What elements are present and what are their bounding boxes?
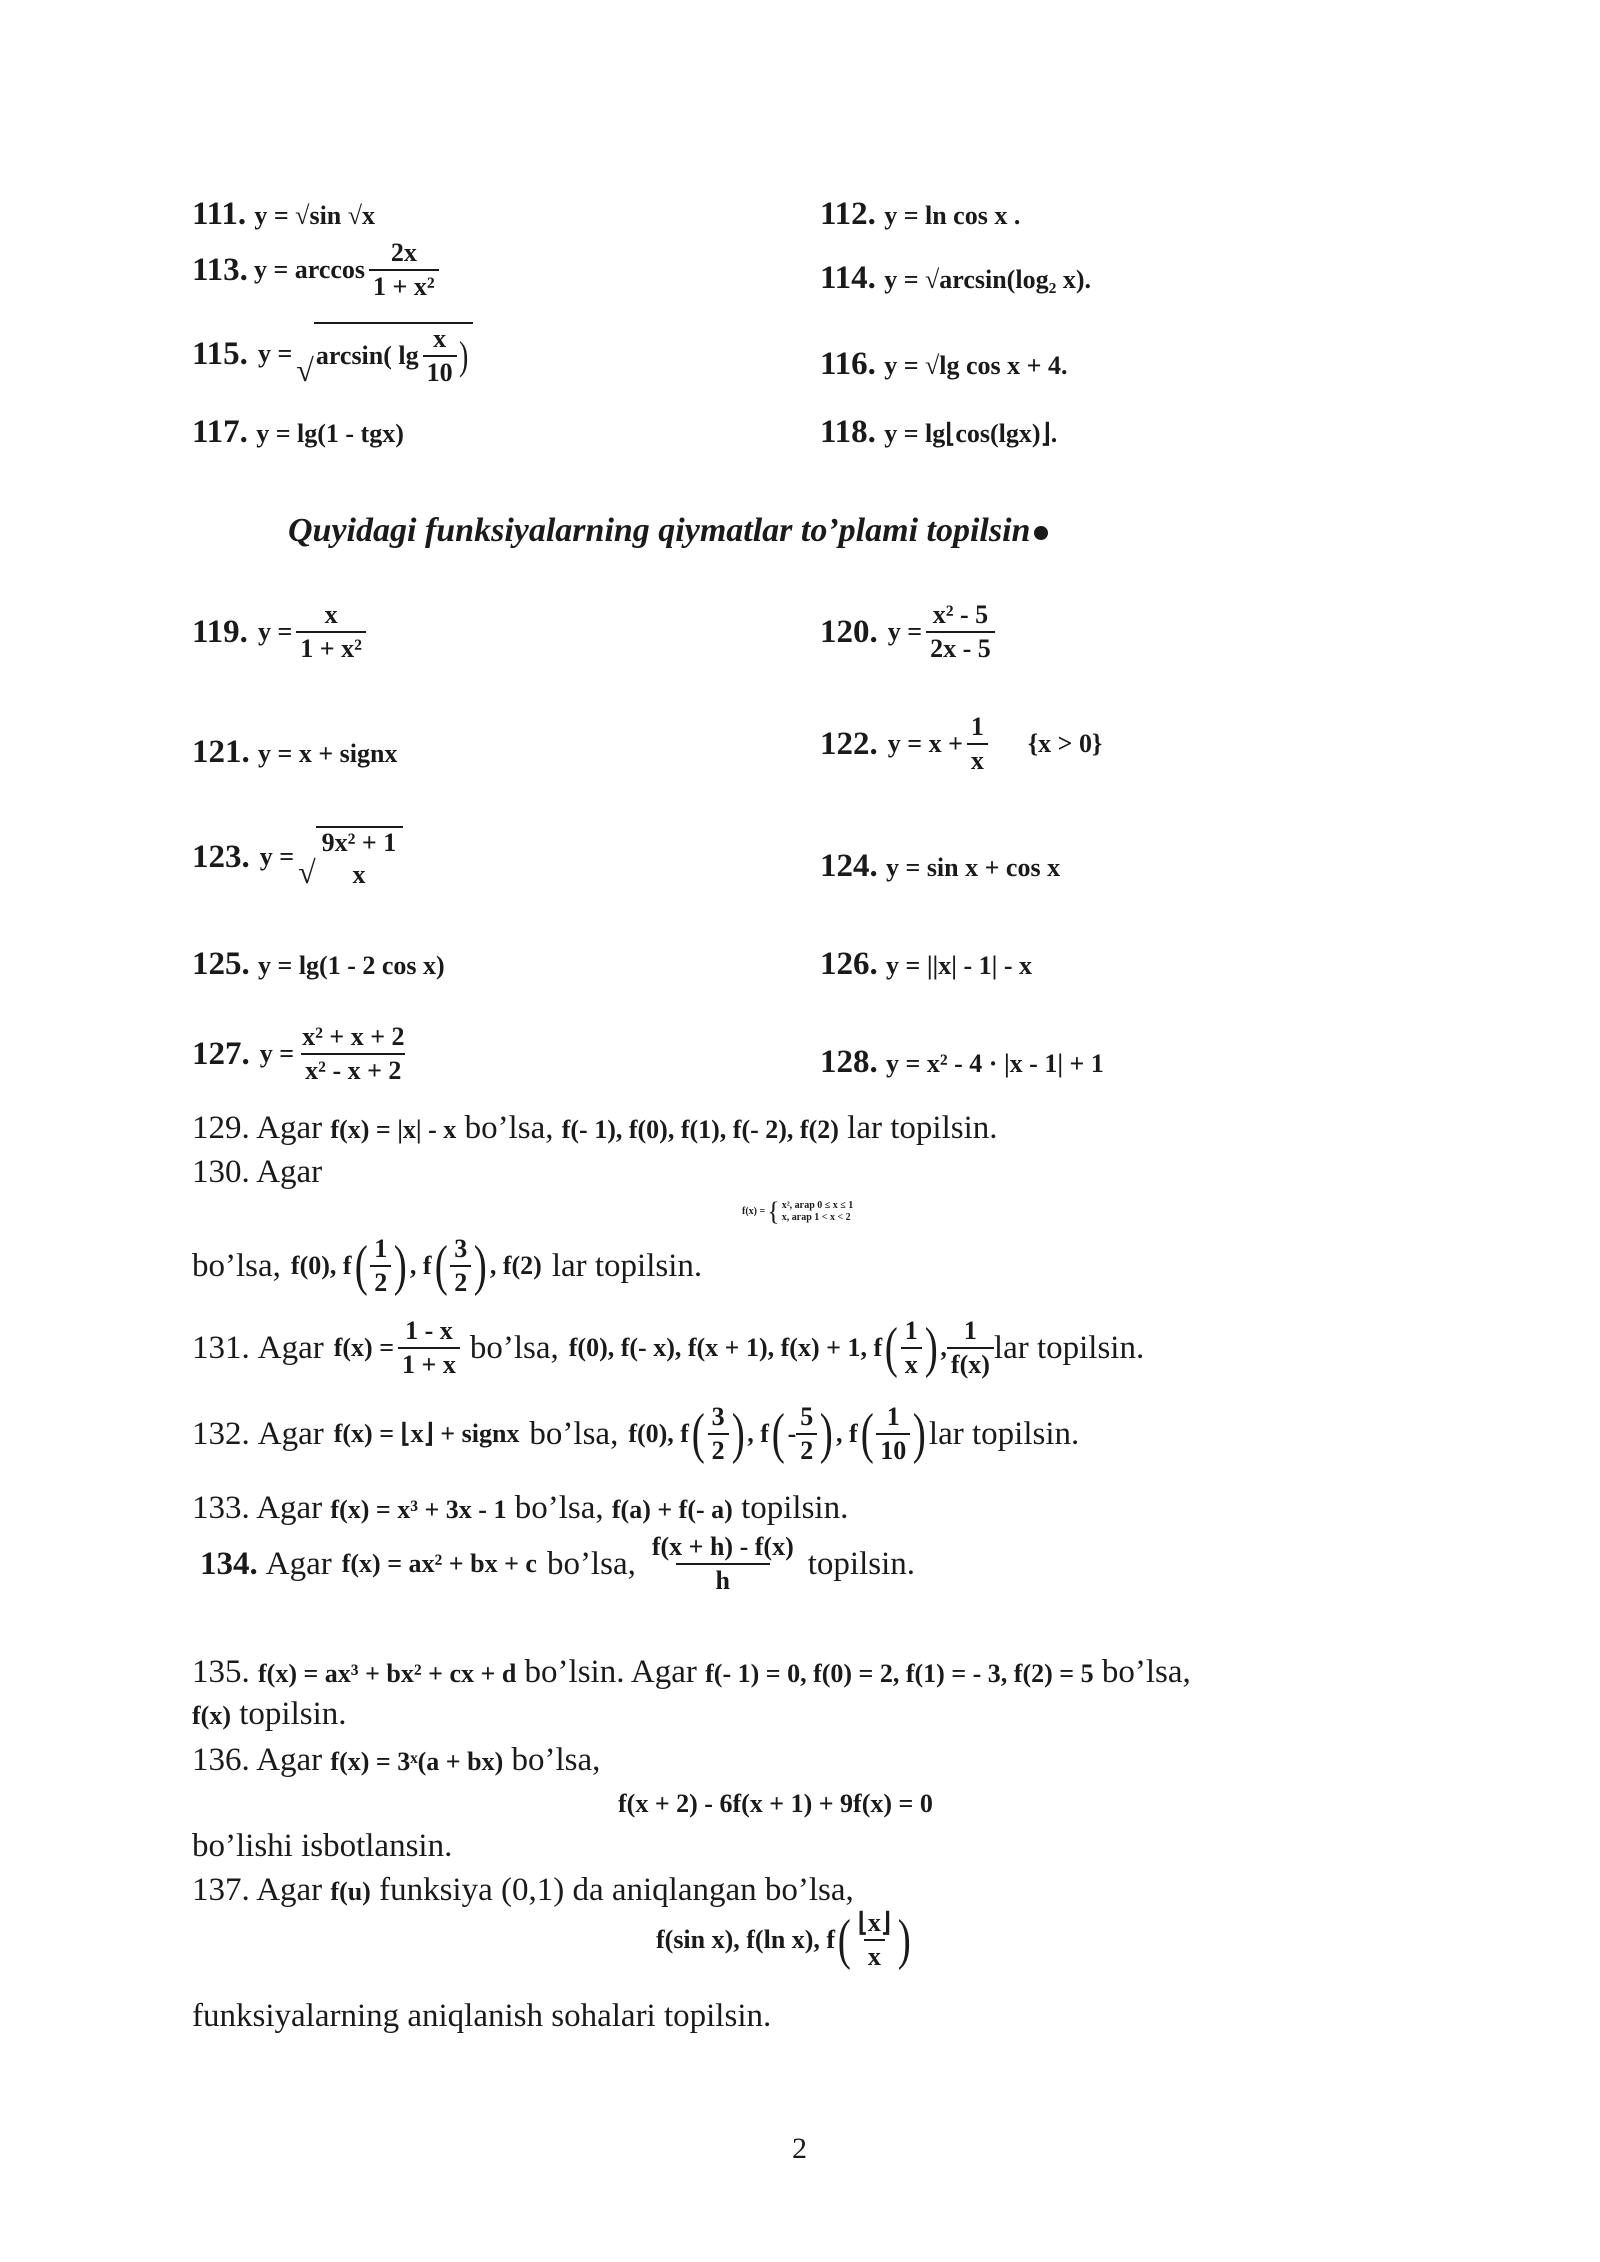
denominator: 2 [796,1433,817,1464]
formula: f(x) = ax³ + bx² + cx + d [258,1659,517,1688]
problem-number: 133. [192,1490,250,1526]
formula-lhs: y = [887,617,923,646]
problem-text: bo’lsa, [469,1329,559,1366]
numerator: 5 [800,1402,814,1431]
item-116 [820,348,1067,381]
problem-number: 130. [192,1154,250,1190]
problem-text: bo’lsa, [529,1415,619,1452]
problem-number: 129. [192,1110,250,1146]
formula: , f [835,1419,858,1448]
fraction [370,1236,391,1296]
piecewise-definition [742,1196,853,1227]
fraction [926,602,995,662]
formula: f(0), f(- x), f(x + 1), f(x) + 1, f [568,1333,883,1362]
fraction [369,240,439,300]
formula-lhs: y = [257,339,293,368]
formula-lhs: f(x) = [333,1333,395,1362]
formula: , f [747,1419,769,1448]
problem-text: topilsin. [239,1696,347,1732]
item-128 [820,1046,1104,1079]
numerator: 1 [904,1316,918,1345]
open-paren: ( [434,1235,448,1297]
denominator: h [676,1563,770,1594]
open-paren: ( [837,1909,851,1971]
numerator: 1 [963,1316,977,1345]
problem-text: bo’lsa, [514,1490,604,1526]
radicand [314,322,473,386]
problem-text: Agar [256,1154,323,1190]
problem-text: lar topilsin. [993,1329,1145,1366]
formula: y = lg(1 - tgx) [256,419,404,448]
denominator: 10 [876,1433,910,1464]
numerator: 3 [711,1402,725,1431]
fraction [901,1318,922,1378]
close-paren: ) [913,1403,927,1465]
denominator: 1 + x² [369,269,439,300]
item-number: 115. [192,335,248,372]
problem-text: lar topilsin. [928,1415,1080,1452]
denominator: 2 [370,1265,391,1296]
item-number: 125. [192,946,250,982]
problem-135-line2 [192,1698,347,1731]
numerator: f(x + h) - f(x) [651,1532,794,1561]
denominator: f(x) [947,1347,994,1378]
radical-sign: √ [298,854,316,890]
formula: f(x) = 3ˣ(a + bx) [330,1747,504,1776]
formula: f(- 1), f(0), f(1), f(- 2), f(2) [561,1115,839,1144]
problem-text: bo’lsa, [192,1247,281,1284]
problem-137-equation [656,1910,914,1970]
item-127 [192,1024,409,1084]
problem-text: Agar [256,1110,323,1146]
fraction [298,1024,408,1084]
page-number: 2 [792,2132,807,2165]
problem-132 [192,1404,1079,1464]
item-120 [820,602,995,662]
open-paren: ( [691,1403,705,1465]
fraction [967,714,988,774]
problem-number: 135. [192,1654,250,1690]
formula: y = sin x + cos x [886,853,1061,882]
item-number: 112. [820,196,876,232]
formula: y = √sin √x [254,201,376,230]
piecewise-cases [782,1200,854,1224]
denominator: x [901,1347,922,1378]
item-number: 113. [192,251,248,288]
piecewise-lhs: f(x) = [742,1205,766,1217]
numerator: x² - 5 [932,600,989,629]
formula: y = ln cos x . [884,201,1021,230]
item-number: 116. [820,346,876,382]
radical-sign: √ [296,352,314,388]
item-115 [192,322,473,386]
problem-136-conclusion [192,1830,452,1863]
problem-137-conclusion [192,2000,771,2033]
numerator: 2x [390,238,417,267]
sqrt [298,826,403,888]
fraction [648,1534,798,1594]
problem-134 [200,1534,915,1594]
denominator: 2 [450,1265,471,1296]
item-118 [820,416,1057,449]
bullet-dot-icon [1034,526,1048,540]
section-heading-text: Quyidagi funksiyalarning qiymatlar to’plami topilsin [288,512,1031,549]
problem-text: Agar [256,1872,323,1908]
formula: , f(2) [489,1251,542,1280]
problem-130-values [192,1236,702,1296]
numerator: 9x² + 1 [321,828,397,857]
close-paren: ) [731,1403,745,1465]
fraction [318,830,401,888]
condition: {x > 0} [1027,729,1103,758]
formula: , f [409,1251,432,1280]
fraction [947,1318,994,1378]
item-number: 118. [820,414,876,450]
item-112 [820,198,1020,231]
sqrt [296,322,473,386]
item-122 [820,714,1102,774]
denominator: x [352,860,366,889]
formula: f(x) [192,1701,231,1730]
problem-text: bo’lsa, [546,1545,636,1582]
fraction [450,1236,471,1296]
item-number: 121. [192,734,250,770]
problem-number: 136. [192,1742,250,1778]
problem-text: Agar [256,1742,323,1778]
formula-lhs: y = [259,1039,295,1068]
item-number: 128. [820,1044,878,1080]
formula: f(x) = x³ + 3x - 1 [330,1495,507,1524]
formula-lhs: y = arccos [253,255,366,284]
problem-136 [192,1744,600,1777]
numerator: 1 [374,1234,388,1263]
problem-text: bo’lsa, [1101,1654,1191,1690]
problem-137 [192,1874,854,1907]
comma: , [940,1333,947,1362]
formula: y = lg(1 - 2 cos x) [258,951,445,980]
problem-text: bo’lsa, [464,1110,554,1146]
problem-130 [192,1156,322,1189]
formula: f(a) + f(- a) [611,1495,733,1524]
denominator: 1 + x [398,1347,460,1378]
problem-number: 134. [200,1545,258,1582]
formula: y = √arcsin(log₂ x). [884,265,1092,294]
item-111 [192,198,375,231]
numerator: x² + x + 2 [302,1022,405,1051]
problem-number: 132. [192,1415,250,1452]
fraction [708,1404,729,1464]
problem-135 [192,1656,1191,1689]
numerator: ⌊x⌋ [857,1908,892,1937]
problem-text: funksiya (0,1) da aniqlangan bo’lsa, [379,1872,854,1908]
numerator: x [324,600,338,629]
problem-text: Agar [257,1415,324,1452]
item-126 [820,948,1032,981]
fraction [398,1318,460,1378]
radicand [316,826,404,888]
formula-lhs: y = [257,617,293,646]
fraction [796,1404,817,1464]
problem-text: Agar [265,1545,332,1582]
item-number: 126. [820,946,878,982]
formula: f(- 1) = 0, f(0) = 2, f(1) = - 3, f(2) = 5 [705,1659,1094,1688]
problem-text: bo’lsa, [511,1742,601,1778]
formula: y = ||x| - 1| - x [886,951,1033,980]
item-113 [192,240,439,300]
problem-text: topilsin. [741,1490,849,1526]
close-paren: ) [473,1235,488,1297]
denominator: 1 + x² [296,631,366,662]
section-heading [288,514,1048,548]
item-number: 117. [192,414,248,450]
problem-136-equation [618,1786,933,1819]
close-paren: ) [458,333,468,378]
item-119 [192,602,366,662]
item-number: 119. [192,613,248,650]
formula-lhs: y = [259,842,295,871]
formula: f(x) = ax² + bx + c [341,1549,537,1578]
item-number: 124. [820,848,878,884]
numerator: 1 - x [405,1316,453,1345]
formula: f(x) = ⌊x⌋ + signx [333,1419,520,1448]
problem-text: funksiyalarning aniqlanish sohalari topilsin. [192,1998,772,2034]
item-number: 127. [192,1035,250,1072]
open-paren: ( [354,1235,368,1297]
formula: y = lg⌊cos(lgx)⌋. [884,419,1058,448]
item-117 [192,416,404,449]
close-paren: ) [924,1317,938,1379]
close-paren: ) [897,1909,911,1971]
close-paren: ) [394,1235,408,1297]
numerator: 1 [970,712,984,741]
item-number: 114. [820,260,876,296]
formula: f(0), f [290,1251,352,1280]
minus-sign: - [787,1419,797,1448]
formula: f(0), f [628,1419,689,1448]
case-2: x, агар 1 < x < 2 [781,1211,851,1223]
problem-text: Agar [630,1654,697,1690]
item-number: 111. [192,196,247,232]
case-1: x², агар 0 ≤ x ≤ 1 [781,1199,854,1211]
close-paren: ) [820,1403,834,1465]
item-number: 123. [192,838,250,875]
denominator: 2 [708,1433,729,1464]
formula: y = x² - 4 · |x - 1| + 1 [886,1049,1104,1078]
numerator: x [433,324,447,353]
numerator: 3 [454,1234,468,1263]
formula: f(x) = |x| - x [330,1115,457,1144]
problem-text: lar topilsin. [847,1110,998,1146]
problem-133 [192,1492,848,1525]
item-number: 122. [820,725,878,762]
denominator: 2x - 5 [926,631,995,662]
formula: f(sin x), f(ln x), f [656,1925,836,1954]
formula: y = √lg cos x + 4. [884,351,1068,380]
problem-text: lar topilsin. [551,1247,703,1284]
item-number: 120. [820,613,878,650]
formula: y = x + signx [258,739,398,768]
fraction [296,602,366,662]
denominator: x [864,1939,885,1970]
fraction [423,326,457,386]
open-paren: ( [860,1403,874,1465]
item-123 [192,826,403,888]
open-paren: ( [884,1317,898,1379]
formula: f(u) [330,1877,371,1906]
formula-lhs: y = x + [887,729,963,758]
numerator: 1 [886,1402,900,1431]
problem-text: bo’lsin. [524,1654,625,1690]
item-121 [192,736,397,769]
denominator: x [967,743,988,774]
problem-129 [192,1112,998,1145]
problem-text: Agar [256,1490,323,1526]
fraction [876,1404,910,1464]
brace: { [767,1197,780,1226]
fraction [854,1910,895,1970]
item-114 [820,262,1091,295]
item-124 [820,850,1060,883]
open-paren: ( [771,1403,785,1465]
denominator: 10 [423,355,457,386]
item-125 [192,948,445,981]
problem-text: Agar [257,1329,324,1366]
problem-number: 131. [192,1329,250,1366]
problem-131 [192,1318,1144,1378]
formula: f(x + 2) - 6f(x + 1) + 9f(x) = 0 [618,1789,933,1818]
problem-text: bo’lishi isbotlansin. [192,1828,453,1864]
problem-number: 137. [192,1872,250,1908]
problem-text: topilsin. [807,1545,916,1582]
radicand-text: arcsin( lg [315,341,419,370]
denominator: x² - x + 2 [301,1053,405,1084]
